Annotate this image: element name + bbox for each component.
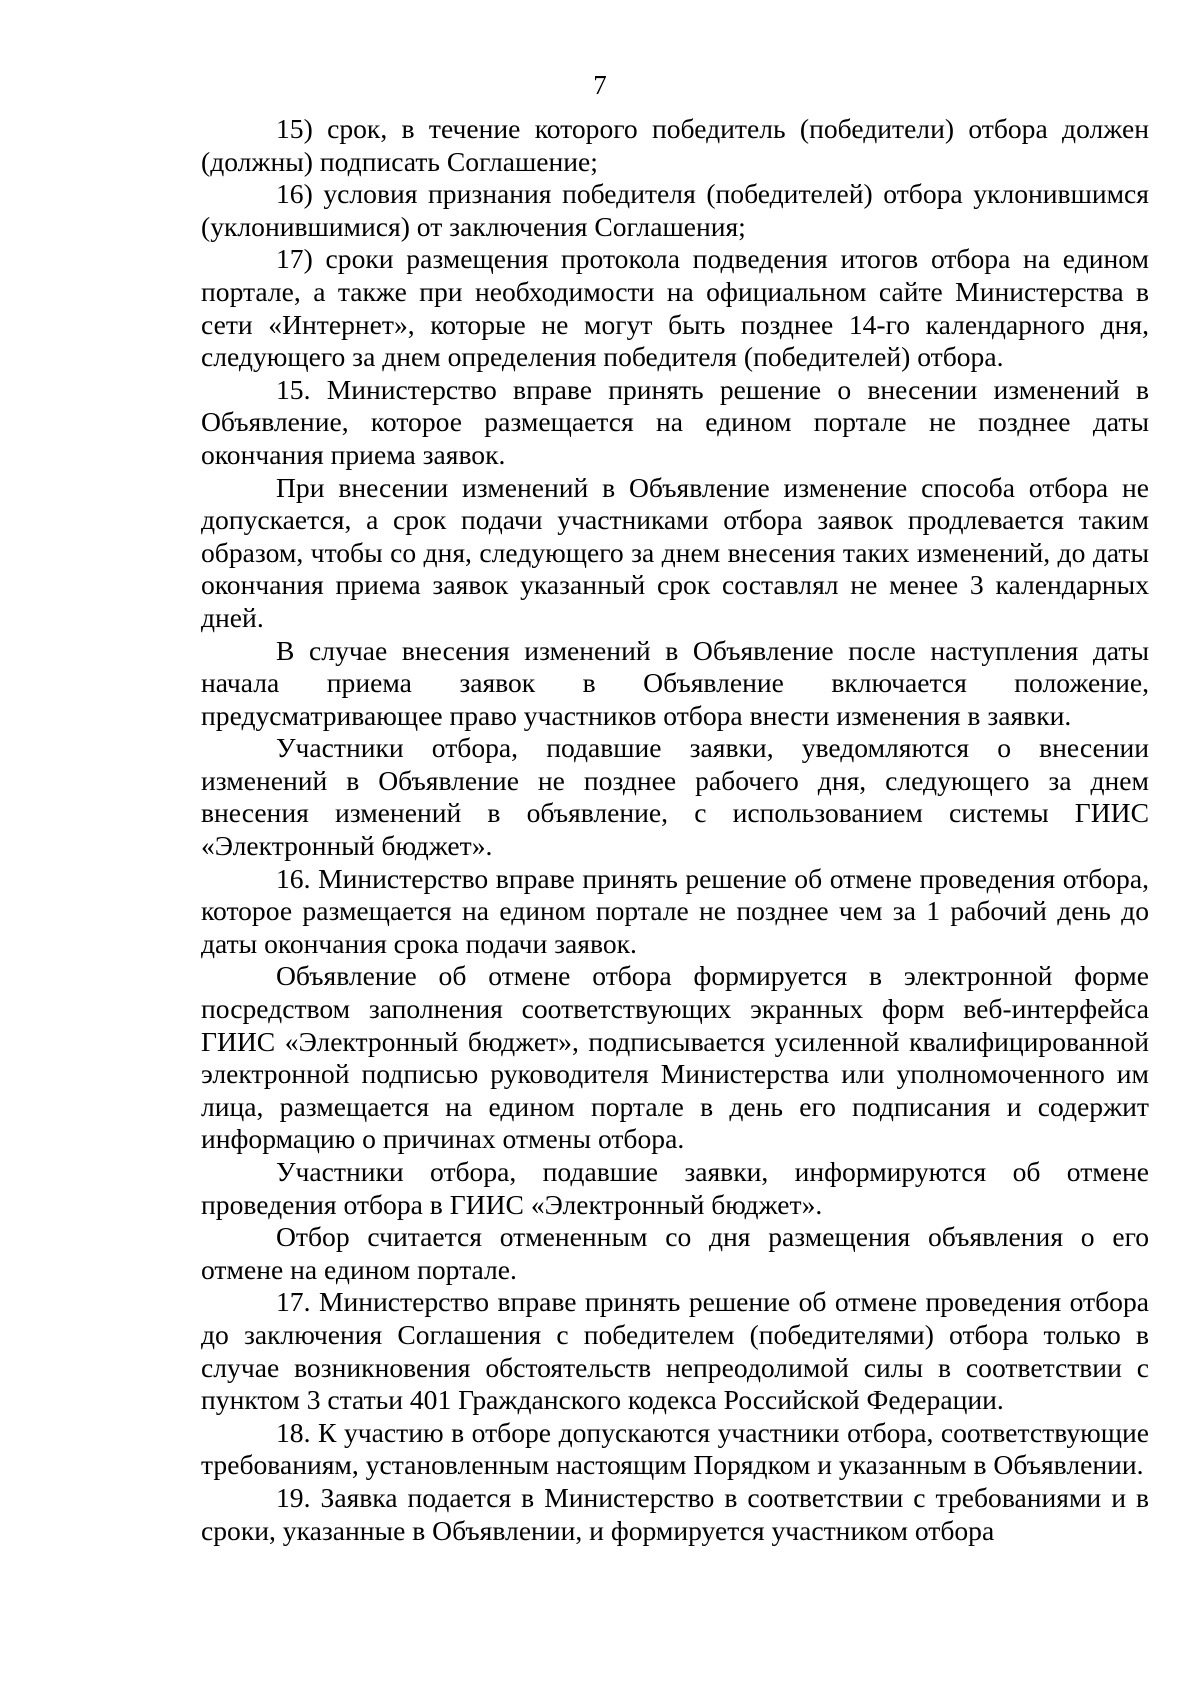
paragraph-clause-16-cancelled: Отбор считается отмененным со дня размещения объявления о его отмене на едином портале. <box>201 1221 1149 1285</box>
paragraph-clause-16: 16. Министерство вправе принять решение об отмене проведения отбора, которое размещается на едином портале не позднее чем за 1 рабочий день до даты окончания срока подачи заявок. <box>201 862 1149 959</box>
paragraph-item-16-evasion-conditions: 16) условия признания победителя (победителей) отбора уклонившимся (уклонившимися) от заключения Соглашения; <box>201 178 1149 242</box>
paragraph-clause-15-notification: Участники отбора, подавшие заявки, уведомляются о внесении изменений в Объявление не позднее рабочего дня, следующего за днем внесения изменений в объявление, с использованием системы ГИИС «Электронный бюджет». <box>201 732 1149 862</box>
paragraph-item-15-signing-deadline: 15) срок, в течение которого победитель (победители) отбора должен (должны) подписать Соглашение; <box>201 113 1149 177</box>
paragraph-clause-16-informing: Участники отбора, подавшие заявки, информируются об отмене проведения отбора в ГИИС «Электронный бюджет». <box>201 1156 1149 1220</box>
paragraph-clause-15-changes: При внесении изменений в Объявление изменение способа отбора не допускается, а срок подачи участниками отбора заявок продлевается таким образом, чтобы со дня, следующего за днем внесения таких изменений, до даты окончания приема заявок указанный срок составлял не менее 3 календарных дней. <box>201 471 1149 633</box>
paragraph-clause-18: 18. К участию в отборе допускаются участники отбора, соответствующие требованиям, установленным настоящим Порядком и указанным в Объявлении. <box>201 1416 1149 1481</box>
document-body <box>201 113 1149 1547</box>
paragraph-clause-15: 15. Министерство вправе принять решение о внесении изменений в Объявление, которое размещается на едином портале не позднее даты окончания приема заявок. <box>201 373 1149 470</box>
paragraph-clause-19: 19. Заявка подается в Министерство в соответствии с требованиями и в сроки, указанные в Объявлении, и формируется участником отбора <box>201 1481 1149 1546</box>
page-number: 7 <box>593 70 607 100</box>
paragraph-clause-15-after-start: В случае внесения изменений в Объявление после наступления даты начала приема заявок в Объявление включается положение, предусматривающее право участников отбора внести изменения в заявки. <box>201 634 1149 731</box>
paragraph-clause-17: 17. Министерство вправе принять решение об отмене проведения отбора до заключения Соглашения с победителем (победителями) отбора только в случае возникновения обстоятельств непреодолимой силы в соответствии с пунктом 3 статьи 401 Гражданского кодекса Российской Федерации. <box>201 1286 1149 1416</box>
paragraph-clause-16-cancellation-form: Объявление об отмене отбора формируется в электронной форме посредством заполнения соответствующих экранных форм веб-интерфейса ГИИС «Электронный бюджет», подписывается усиленной квалифицированной электронной подписью руководителя Министерства или уполномоченного им лица, размещается на едином портале в день его подписания и содержит информацию о причинах отмены отбора. <box>201 960 1149 1155</box>
paragraph-item-17-protocol-publication: 17) сроки размещения протокола подведения итогов отбора на едином портале, а также при необходимости на официальном сайте Министерства в сети «Интернет», которые не могут быть позднее 14-го календарного дня, следующего за днем определения победителя (победителей) отбора. <box>201 243 1149 373</box>
